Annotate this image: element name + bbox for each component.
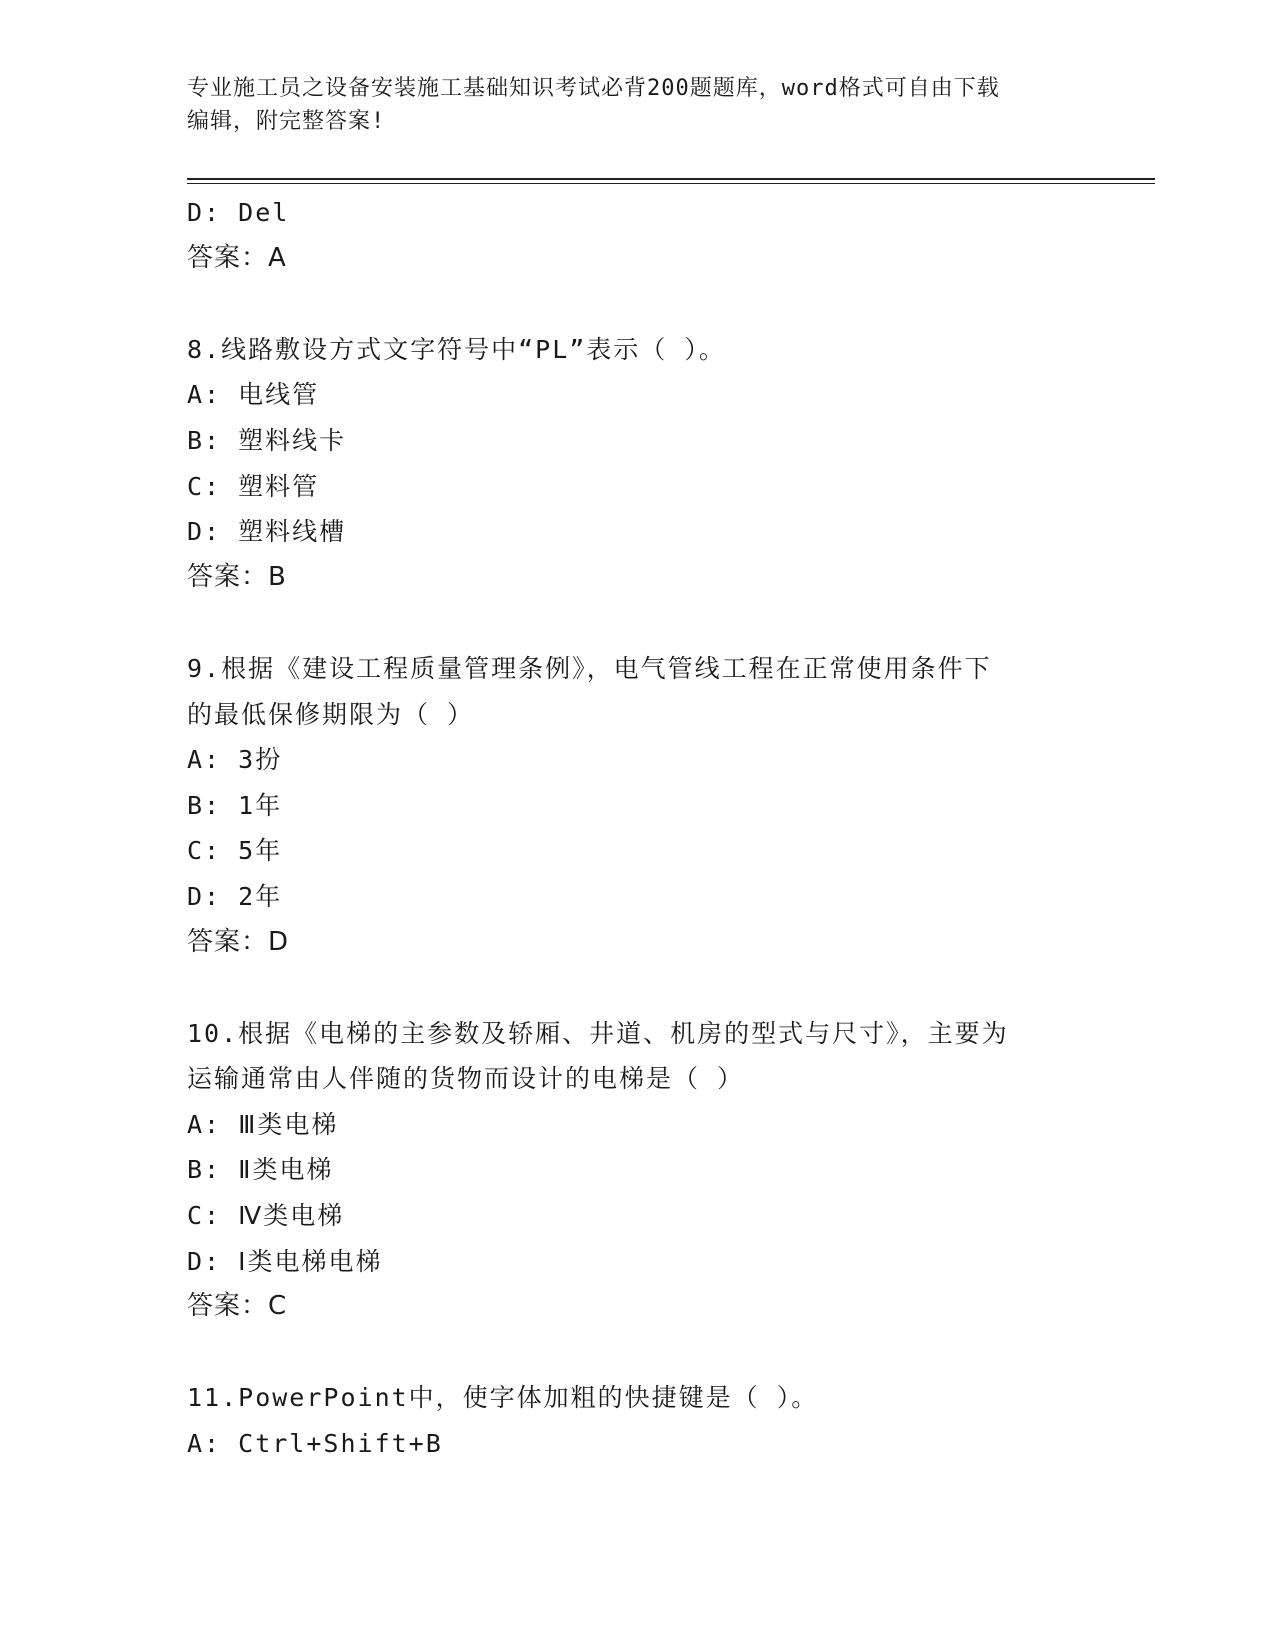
header-title-line-1: 专业施工员之设备安装施工基础知识考试必背200题题库，word格式可自由下载 <box>187 76 1000 101</box>
question-text: 运输通常由人伴随的货物而设计的电梯是（ ） <box>187 1064 745 1094</box>
header-divider-thin <box>187 183 1155 184</box>
question-list <box>187 190 1087 1467</box>
question-text: 9.根据《建设工程质量管理条例》，电气管线工程在正常使用条件下 <box>187 653 992 683</box>
document-header <box>187 72 1087 138</box>
spacer <box>187 600 1087 646</box>
header-title-line-2: 编辑，附完整答案! <box>187 109 386 134</box>
option-line: D: Del <box>187 198 290 227</box>
question-text: 的最低保修期限为（ ） <box>187 699 475 729</box>
question-text: 10.根据《电梯的主参数及轿厢、井道、机房的型式与尺寸》，主要为 <box>187 1018 1009 1048</box>
question-text: 8.线路敷设方式文字符号中“PL”表示（ ）。 <box>187 334 726 364</box>
option-line: B: 塑料线卡 <box>187 425 347 455</box>
spacer <box>187 965 1087 1011</box>
answer-line: 答案：A <box>187 242 287 273</box>
option-line: C: Ⅳ类电梯 <box>187 1201 345 1231</box>
option-line: A: 电线管 <box>187 380 320 410</box>
answer-line: 答案：D <box>187 926 290 957</box>
question-text: 11.PowerPoint中，使字体加粗的快捷键是（ ）。 <box>187 1383 819 1413</box>
answer-line: 答案：B <box>187 561 287 592</box>
option-line: D: Ⅰ类电梯电梯 <box>187 1246 383 1276</box>
option-line: B: 1年 <box>187 790 283 820</box>
option-line: D: 2年 <box>187 881 283 911</box>
option-line: C: 5年 <box>187 836 283 866</box>
option-line: A: 3扮 <box>187 745 283 775</box>
header-divider-thick <box>187 178 1155 180</box>
spacer <box>187 281 1087 327</box>
option-line: C: 塑料管 <box>187 471 320 501</box>
option-line: A: Ⅲ类电梯 <box>187 1109 339 1139</box>
option-line: D: 塑料线槽 <box>187 517 347 547</box>
answer-line: 答案：C <box>187 1291 288 1322</box>
option-line: B: Ⅱ类电梯 <box>187 1155 334 1185</box>
option-line: A: Ctrl+Shift+B <box>187 1429 443 1459</box>
spacer <box>187 1330 1087 1376</box>
